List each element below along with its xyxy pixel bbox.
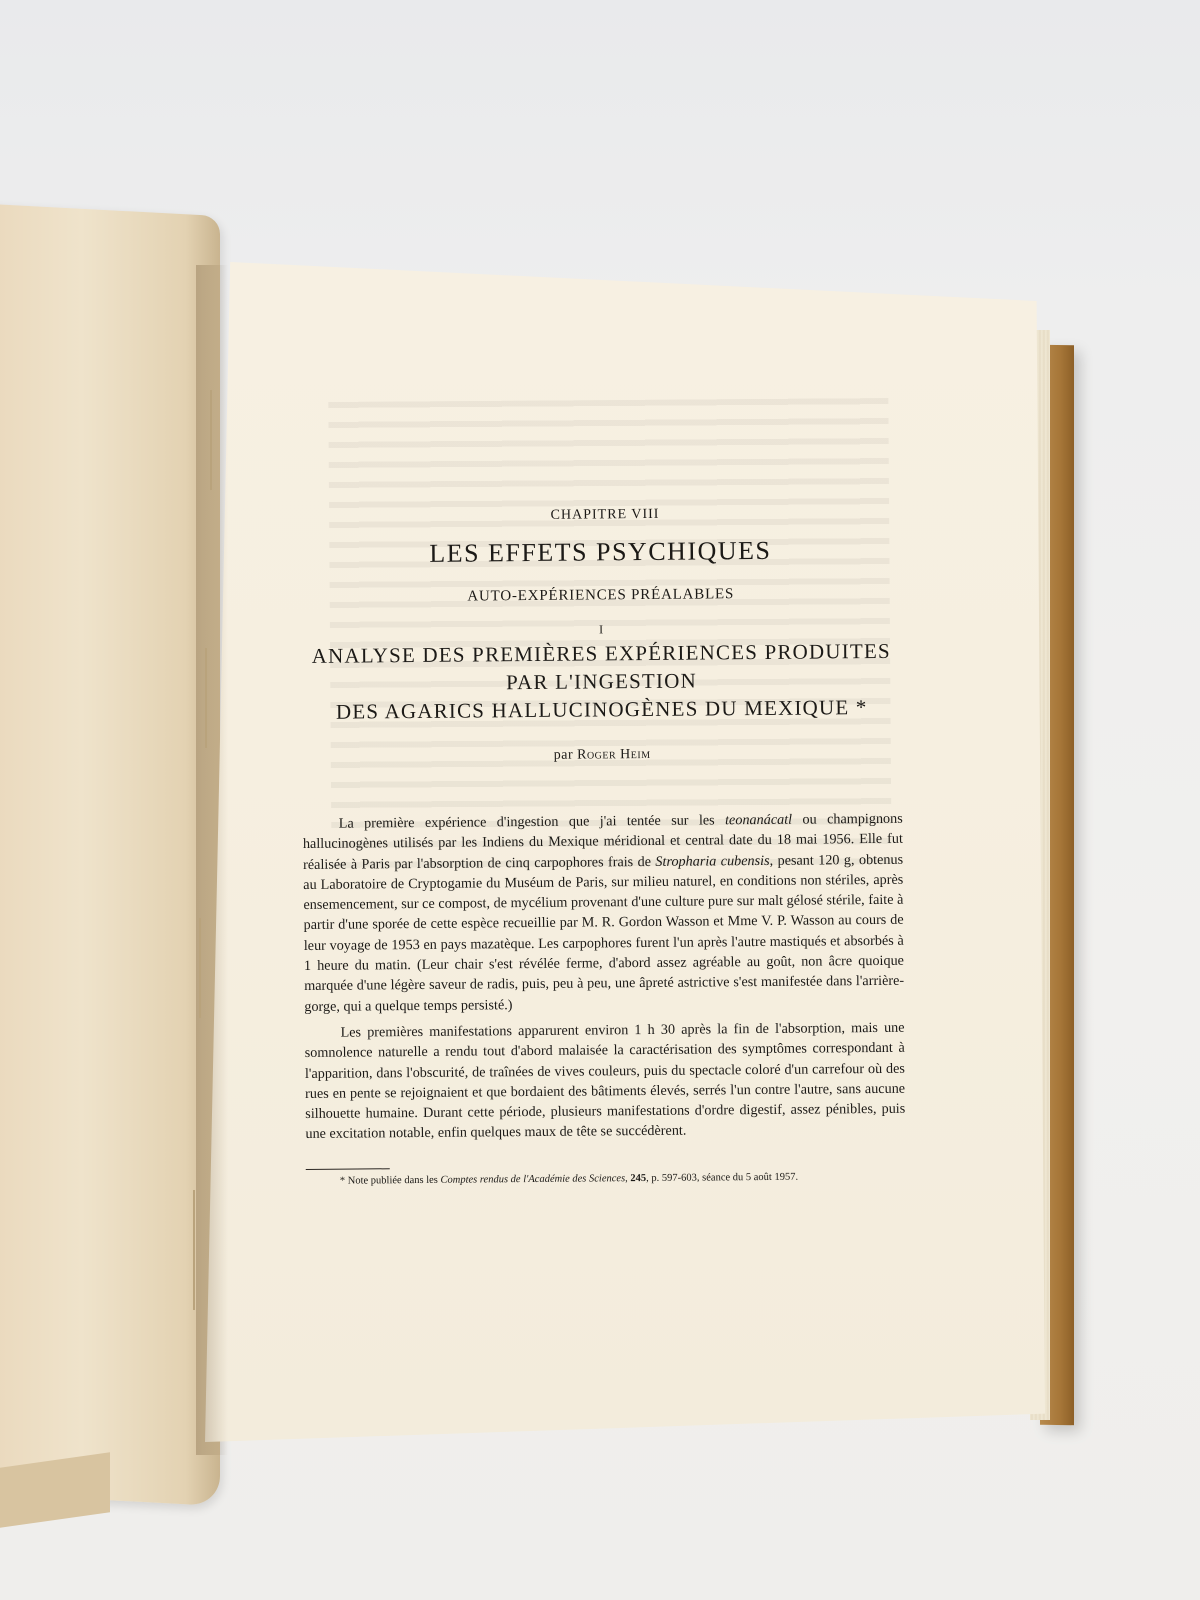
author-byline bbox=[302, 745, 902, 766]
chapter-subtitle: AUTO-EXPÉRIENCES PRÉALABLES bbox=[467, 586, 735, 605]
text-run: , bbox=[625, 1172, 631, 1184]
section-title-line: PAR L'INGESTION bbox=[506, 668, 697, 695]
paragraph bbox=[303, 809, 905, 1017]
left-page bbox=[0, 204, 220, 1506]
chapter-heading: CHAPITRE VIII bbox=[550, 506, 660, 523]
binding-stitch bbox=[199, 918, 201, 1018]
binding-stitch bbox=[210, 390, 212, 490]
section-title bbox=[301, 637, 902, 726]
text-run: Les premières manifestations apparurent environ 1 h 30 après la fin de l'absorption, mais une somnolence naturelle a rendu tout d'abord malaisée la caractérisation des symptômes correspondant à l'apparition, dans l'obscurité, de traînées de vives couleurs, puis du spectacle coloré d'un carrefour où des rues en pente se rejoignaient et que bordaient des bâtiments élevés, serrés l'un contre l'autre, sans aucune silhouette humaine. Durant cette période, plusieurs manifestations d'ordre digestif, assez pénibles, puis une excitation notable, enfin quelques maux de tête se succédèrent. bbox=[304, 1019, 906, 1143]
text-run: , pesant 120 g, obtenus au Laboratoire de Cryptogamie du Muséum de Paris, sur milieu naturel, en conditions non stériles, après ensemencement, sur ce compost, de mycélium provenant d'une culture pure sur malt gélosé stérile, faite à partir d'une sporée de cette espèce recueillie par M. R. Gordon Wasson et Mme V. P. Wasson au cours de leur voyage de 1953 en pays mazatèque. Les carpophores furent l'un après l'autre mastiqués et absorbés à 1 heure du matin. (Leur chair s'est révélée ferme, d'abord assez agréable au goût, non âcre quoique marquée d'une légère saveur de radis, puis, peu à peu, une âpreté astrictive s'est manifestée dans l'arrière-gorge, qui a quelque temps persisté.) bbox=[303, 851, 905, 1015]
text-run: , p. 597-603, séance du 5 août 1957. bbox=[646, 1171, 799, 1184]
binding-stitch bbox=[205, 648, 207, 748]
paragraph bbox=[304, 1018, 905, 1145]
section-number: I bbox=[598, 622, 604, 637]
bold-text: 245 bbox=[630, 1172, 647, 1184]
body-text bbox=[303, 809, 906, 1145]
text-run: * Note publiée dans les bbox=[339, 1174, 441, 1187]
italic-text: Comptes rendus de l'Académie des Sciences bbox=[440, 1172, 626, 1186]
text-run: La première expérience d'ingestion que j'ai tentée sur les bbox=[338, 812, 726, 832]
author-name: Roger Heim bbox=[577, 746, 651, 763]
section-title-line bbox=[302, 693, 902, 726]
footnote-marker: * bbox=[849, 695, 868, 720]
italic-text: teonanácatl bbox=[725, 811, 793, 829]
chapter-title: LES EFFETS PSYCHIQUES bbox=[429, 535, 772, 568]
author-prefix: par bbox=[553, 747, 578, 763]
text-run: ou champignons hallucinogènes utilisés par les Indiens du Mexique méridional et central date du 18 mai 1956. Elle fut réalisée à Paris par l'absorption de cinq carpophores frais de bbox=[302, 810, 903, 873]
page-content bbox=[300, 505, 906, 1187]
footnote-rule bbox=[306, 1168, 390, 1170]
binding-stitch bbox=[193, 1190, 195, 1310]
book-gutter bbox=[196, 265, 228, 1455]
section-title-line: ANALYSE DES PREMIÈRES EXPÉRIENCES PRODUITES bbox=[311, 638, 891, 668]
italic-text: Stropharia cubensis bbox=[655, 852, 770, 870]
section-title-text: DES AGARICS HALLUCINOGÈNES DU MEXIQUE bbox=[335, 695, 850, 724]
